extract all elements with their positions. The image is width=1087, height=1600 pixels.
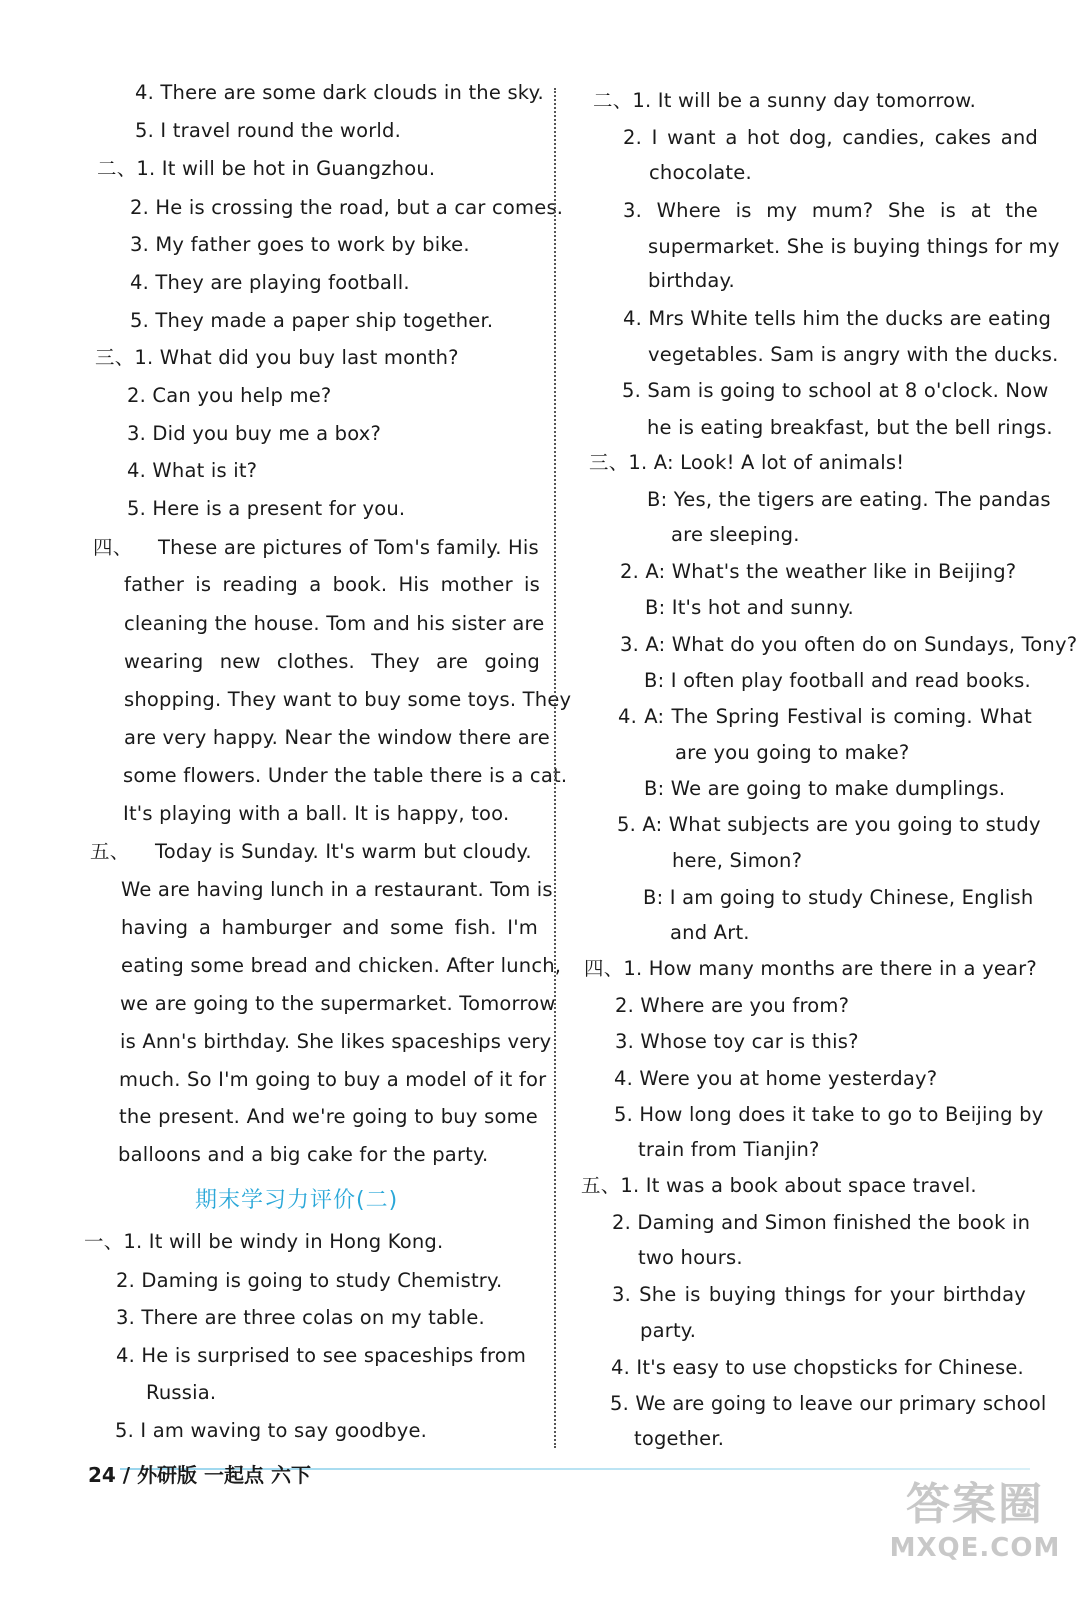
answer-line: 5. We are going to leave our primary school [610,1392,1047,1415]
paragraph-line: It's playing with a ball. It is happy, too. [123,802,510,825]
answer-line: 2. Daming is going to study Chemistry. [116,1269,503,1292]
paragraph-line: We are having lunch in a restaurant. Tom is [121,878,553,901]
paragraph-line: cleaning the house. Tom and his sister are [124,612,545,635]
answer-line: 四、1. How many months are there in a year? [584,957,1037,980]
answer-line: 三、1. What did you buy last month? [95,346,459,369]
answer-line: 2. Can you help me? [127,384,332,407]
answer-line: here, Simon? [672,849,803,872]
answer-line: 5. Here is a present for you. [127,497,406,520]
paragraph-line: wearing new clothes. They are going [124,650,540,673]
answer-line: 3. My father goes to work by bike. [130,233,470,256]
answer-line: 3. Where is my mum? She is at the [623,199,1038,222]
answer-line: 4. Were you at home yesterday? [614,1067,938,1090]
answer-line: 2. Daming and Simon finished the book in [612,1211,1031,1234]
answer-line: 5. How long does it take to go to Beijing by [614,1103,1044,1126]
answer-line: 2. A: What's the weather like in Beijing? [620,560,1017,583]
answer-line: train from Tianjin? [638,1138,820,1161]
answer-line: 5. Sam is going to school at 8 o'clock. Now [622,379,1049,402]
answer-line: 二、1. It will be hot in Guangzhou. [97,157,436,180]
answer-line: 4. He is surprised to see spaceships from [116,1344,527,1367]
answer-line: are you going to make? [675,741,910,764]
answer-line: 5. I am waving to say goodbye. [115,1419,428,1442]
paragraph-line: the present. And we're going to buy some [119,1105,538,1128]
answer-line: party. [640,1319,697,1342]
answer-line: 5. I travel round the world. [135,119,402,142]
paragraph-line: having a hamburger and some fish. I'm [121,916,538,939]
paragraph-line: 四、 These are pictures of Tom's family. His [93,536,539,559]
answer-line: B: I am going to study Chinese, English [643,886,1034,909]
answer-line: 4. It's easy to use chopsticks for Chinese. [611,1356,1024,1379]
watermark-main: 答案圈 [906,1479,1044,1530]
section-heading: 期末学习力评价(二) [195,1188,399,1213]
answer-line: 3. Did you buy me a box? [127,422,382,445]
answer-line: B: Yes, the tigers are eating. The pandas [647,488,1051,511]
answer-line: 二、1. It will be a sunny day tomorrow. [593,89,977,112]
answer-line: birthday. [648,269,735,292]
paragraph-line: father is reading a book. His mother is [124,573,540,596]
answer-line: 4. There are some dark clouds in the sky. [135,81,544,104]
paragraph-line: shopping. They want to buy some toys. They [124,688,572,711]
paragraph-line: balloons and a big cake for the party. [118,1143,489,1166]
answer-line: B: It's hot and sunny. [645,596,854,619]
answer-line: B: I often play football and read books. [644,669,1031,692]
answer-line: chocolate. [649,161,752,184]
answer-line: he is eating breakfast, but the bell rings. [647,416,1053,439]
answer-line: B: We are going to make dumplings. [644,777,1006,800]
answer-line: Russia. [146,1381,217,1404]
watermark-logo [885,1478,1065,1578]
paragraph-line: 五、 Today is Sunday. It's warm but cloudy. [90,840,532,863]
answer-line: together. [634,1427,725,1450]
answer-line: 5. A: What subjects are you going to study [617,813,1041,836]
paragraph-line: eating some bread and chicken. After lunch, [121,954,562,977]
answer-line: 三、1. A: Look! A lot of animals! [589,451,905,474]
answer-line: are sleeping. [671,523,800,546]
paragraph-line: much. So I'm going to buy a model of it for [119,1068,547,1091]
paragraph-line: are very happy. Near the window there are [124,726,550,749]
answer-line: 五、1. It was a book about space travel. [581,1174,977,1197]
watermark-sub: MXQE.COM [889,1533,1061,1563]
answer-line: 3. There are three colas on my table. [116,1306,485,1329]
answer-line: 3. She is buying things for your birthday [612,1283,1026,1306]
answer-line: and Art. [670,921,750,944]
answer-line: two hours. [638,1246,743,1269]
page-footer: 24 / 外研版 一起点 六下 [88,1463,311,1487]
answer-line: 4. They are playing football. [130,271,410,294]
answer-line: 2. He is crossing the road, but a car comes. [130,196,564,219]
answer-line: 2. I want a hot dog, candies, cakes and [623,126,1038,149]
column-divider [554,88,556,1448]
answer-line: supermarket. She is buying things for my [648,235,1060,258]
answer-line: 3. A: What do you often do on Sundays, Tony? [620,633,1078,656]
answer-line: 2. Where are you from? [615,994,850,1017]
paragraph-line: is Ann's birthday. She likes spaceships very [120,1030,552,1053]
paragraph-line: we are going to the supermarket. Tomorrow [120,992,556,1015]
answer-line: vegetables. Sam is angry with the ducks. [648,343,1059,366]
answer-line: 一、1. It will be windy in Hong Kong. [84,1230,444,1253]
answer-line: 4. A: The Spring Festival is coming. What [618,705,1032,728]
answer-line: 5. They made a paper ship together. [130,309,494,332]
answer-line: 4. Mrs White tells him the ducks are eating [623,307,1052,330]
answer-line: 4. What is it? [127,459,258,482]
answer-line: 3. Whose toy car is this? [615,1030,859,1053]
paragraph-line: some flowers. Under the table there is a cat. [123,764,568,787]
